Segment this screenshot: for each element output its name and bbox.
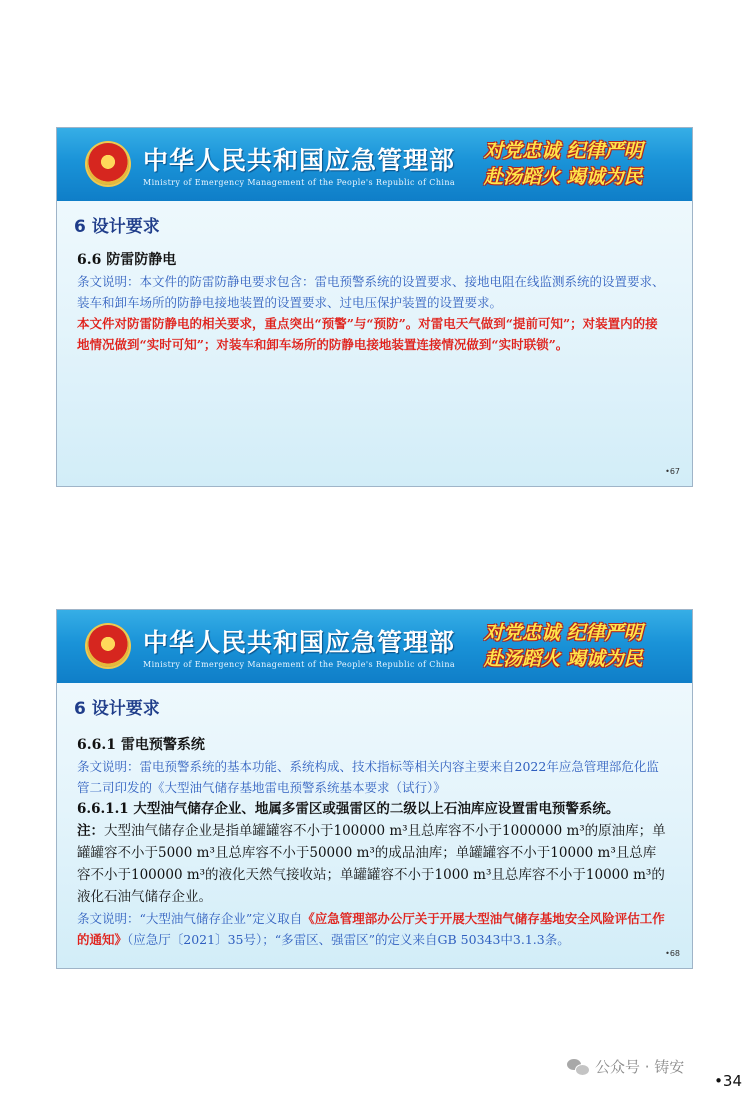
clause-text: 6.6.1.1 大型油气储存企业、地属多雷区或强雷区的二级以上石油库应设置雷电预警系统。 <box>77 801 620 817</box>
ministry-name-en: Ministry of Emergency Management of the People's Republic of China <box>143 660 456 669</box>
slide-67 <box>56 127 693 487</box>
slogan-line-2: 赴汤蹈火 竭诚为民 <box>484 166 643 188</box>
subsection-heading: 6.6.1 雷电预警系统 <box>77 737 205 753</box>
slide-page-number: •68 <box>665 949 680 958</box>
explain-suffix: （应急厅〔2021〕35号）；“多雷区、强雷区”的定义来自GB 50343中3.1.3条。 <box>127 932 570 947</box>
slogan <box>484 138 664 190</box>
ministry-name-cn: 中华人民共和国应急管理部 <box>143 146 456 175</box>
slide-68 <box>56 609 693 969</box>
slogan-line-2: 赴汤蹈火 竭诚为民 <box>484 648 643 670</box>
ministry-name-cn: 中华人民共和国应急管理部 <box>143 628 456 657</box>
explain-document-title: 《应急管理部办公厅关于开展大型油气储存基地安全风险评估工作的通知》 <box>77 911 665 947</box>
ministry-name-en: Ministry of Emergency Management of the People's Republic of China <box>143 178 456 187</box>
note-label: 注： <box>77 823 104 839</box>
subsection-heading: 6.6 防雷防静电 <box>77 252 177 268</box>
note-paragraph <box>77 820 668 908</box>
note-body: 大型油气储存企业是指单罐罐容不小于100000 m³且总库容不小于1000000 m³的原油库；单罐罐容不小于5000 m³且总库容不小于50000 m³的成品油库；单罐罐容不小于10000 m³且总库容不小于100000 m³的液化天然气接收站；单罐罐容不小于1000 m³且总库容不小于10000 m³的液化石油气储存企业。 <box>77 823 666 905</box>
slogan-line-1: 对党忠诚 纪律严明 <box>484 140 643 162</box>
wechat-icon <box>567 1058 589 1076</box>
definition-explanation <box>77 908 668 950</box>
national-emblem-icon <box>87 625 129 667</box>
slide-content <box>77 249 668 355</box>
emphasis-text: 本文件对防雷防静电的相关要求，重点突出“预警”与“预防”。对雷电天气做到“提前可知”；对装置内的接地情况做到“实时可知”；对装车和卸车场所的防静电接地装置连接情况做到“实时联锁”。 <box>77 316 658 352</box>
clause-explanation: 条文说明：本文件的防雷防静电要求包含：雷电预警系统的设置要求、接地电阻在线监测系统的设置要求、装车和卸车场所的防静电接地装置的设置要求、过电压保护装置的设置要求。 <box>77 274 665 310</box>
section-title: 6 设计要求 <box>74 217 160 237</box>
document-page-number: •34 <box>714 1072 742 1090</box>
ministry-banner <box>57 610 692 683</box>
wechat-watermark <box>567 1056 684 1077</box>
watermark-text: 公众号 · 铸安 <box>595 1058 685 1076</box>
ministry-banner <box>57 128 692 201</box>
section-title: 6 设计要求 <box>74 699 160 719</box>
clause-explanation: 条文说明：雷电预警系统的基本功能、系统构成、技术指标等相关内容主要来自2022年应急管理部危化监管二司印发的《大型油气储存基地雷电预警系统基本要求（试行）》 <box>77 759 659 795</box>
slogan <box>484 620 664 672</box>
slogan-line-1: 对党忠诚 纪律严明 <box>484 622 643 644</box>
slide-page-number: •67 <box>665 467 680 476</box>
explain-prefix: 条文说明：“大型油气储存企业”定义取自 <box>77 911 303 926</box>
national-emblem-icon <box>87 143 129 185</box>
slide-content <box>77 734 668 950</box>
